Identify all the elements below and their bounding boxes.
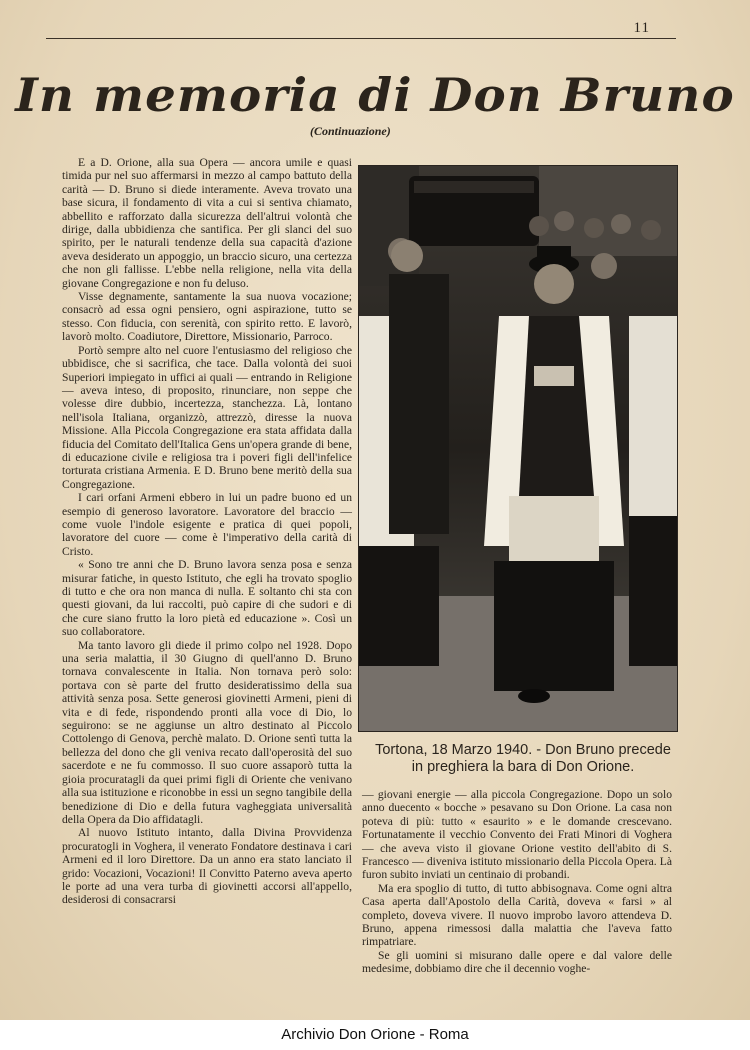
header-rule bbox=[46, 38, 676, 39]
left-column bbox=[62, 156, 352, 907]
right-column bbox=[362, 788, 672, 976]
paragraph: « Sono tre anni che D. Bruno lavora senza posa e senza misurar fatiche, in questo Istituto, che egli ha trovato spoglio di tutto e che ora non manca di nulla. E soltanto chi sta con questi giovani, da lui raccolti, può capire di che sudori e di che cure siano frutto la loro pietà ed educazione ». Così un suo collaboratore. bbox=[62, 558, 352, 639]
caption-line-2: in preghiera la bara di Don Orione. bbox=[411, 759, 635, 775]
article-title: In memoria di Don Bruno bbox=[15, 68, 735, 122]
paragraph: Portò sempre alto nel cuore l'entusiasmo del religioso che ubbidisce, che si sacrifica, che tace. Dalla volontà dei suoi Superiori impiegato in uffici ai quali — entrando in Religione — aveva inteso, di proposito, rinunciare, non seppe che volesse dire dubbio, incertezza, stanchezza. Là, lontano nell'isola Italiana, organizzò, attrezzò, diresse la nuova Missione. Alla Piccola Congregazione era stata affidata dalla fiducia del Comitato dell'Italica Gens un'opera grande di bene, di educazione civile e religiosa tra i poveri figli dell'infelice torturata cristiana Armenia. E D. Bruno bene meritò della sua Congregazione. bbox=[62, 343, 352, 491]
page-number: 11 bbox=[633, 20, 650, 36]
photo-caption bbox=[358, 742, 688, 776]
paragraph: I cari orfani Armeni ebbero in lui un padre buono ed un esempio di generoso lavoratore. Lavoratore del braccio — come vuole l'indole esigente e pratica di quei popoli, lavoratore del cuore — come è l'imperativo della carità di Cristo. bbox=[62, 491, 352, 558]
paragraph: Se gli uomini si misurano dalle opere e dal valore delle medesime, dobbiamo dire che il decennio voghe- bbox=[362, 948, 672, 976]
photo-illustration bbox=[359, 166, 677, 731]
paragraph: — giovani energie — alla piccola Congregazione. Dopo un solo anno duecento « bocche » pesavano su Don Orione. La casa non poteva di più: tutto « esaurito » e le domande crescevano. Fortunatamente il vecchio Convento dei Frati Minori di Voghera — che aveva visto il giovane Orione vestito dell'abito di S. Francesco — diveniva istituto missionario della Piccola Opera. Là furon subito inviati un centinaio di probandi. bbox=[362, 788, 672, 882]
paragraph: E a D. Orione, alla sua Opera — ancora umile e quasi timida pur nel suo affermarsi in mezzo al campo battuto della carità — D. Bruno si diede interamente. Aveva trovato una base sicura, il fondamento di vita a cui si sentiva chiamato, abbellito e rafforzato dalla sicurezza dell'altrui volontà che dirige, dalla ubbidienza che santifica. Per gli slanci del suo spirito, per le naturali tendenze della sua capacità d'azione aveva desiderato un appoggio, un braccio sicuro, una certezza che non gli fallisse. L'ebbe nella religione, nella vita della giovane Congregazione e non fu deluso. bbox=[62, 156, 352, 290]
paragraph: Visse degnamente, santamente la sua nuova vocazione; consacrò ad essa ogni pensiero, ogni aspirazione, tutto se stesso. Con fiducia, con serenità, con spirito retto. E lavorò, lavorò molto. Coadiutore, Direttore, Missionario, Parroco. bbox=[62, 290, 352, 344]
caption-line-1: Tortona, 18 Marzo 1940. - Don Bruno precede bbox=[375, 742, 671, 758]
funeral-procession-photo bbox=[358, 165, 678, 732]
paragraph: Ma tanto lavoro gli diede il primo colpo nel 1928. Dopo una seria malattia, il 30 Giugno di quell'anno D. Bruno tornava convalescente in Italia. Non tornava però solo: portava con sè parte del frutto desideratissimo della sua attività senza posa. Sette generosi giovinetti Armeni, pieni di vita e di fede, rispondendo pronti alla voce di Dio, lo seguirono: se ne aggiunse un altro destinato al Piccolo Cottolengo di Genova, perchè malato. D. Orione sentì tutta la bellezza del dono che gli veniva recato dall'operosità del suo sacerdote e ne fu commosso. Il suo cuore assaporò tutta la gioia procuratagli da quei primi figli di Oriente che venivano alla sua istituzione e riconobbe in essi un segno tangibile della benedizione di Dio e della futura vagheggiata universalità della Opera da Dio affidatagli. bbox=[62, 638, 352, 826]
archive-footer: Archivio Don Orione - Roma bbox=[0, 1020, 750, 1050]
paragraph: Al nuovo Istituto intanto, dalla Divina Provvidenza procuratogli in Voghera, il venerato Fondatore destinava i cari Armeni ed il loro Direttore. Da un anno era stato lanciato il grido: Vocazioni, Vocazioni! Il Convitto Paterno aveva aperto le porte ad una vera turba di giovinetti accorsi all'appello, desiderosi di consacrarsi bbox=[62, 826, 352, 907]
article-subtitle: (Continuazione) bbox=[310, 124, 391, 138]
paragraph: Ma era spoglio di tutto, di tutto abbisognava. Come ogni altra Casa aperta dall'Apostolo della Carità, doveva « farsi » al completo, doveva vivere. Il nuovo improbo lavoro attendeva D. Bruno, appena rimessosi dalla malattia che l'aveva fatto rimpatriare. bbox=[362, 881, 672, 949]
